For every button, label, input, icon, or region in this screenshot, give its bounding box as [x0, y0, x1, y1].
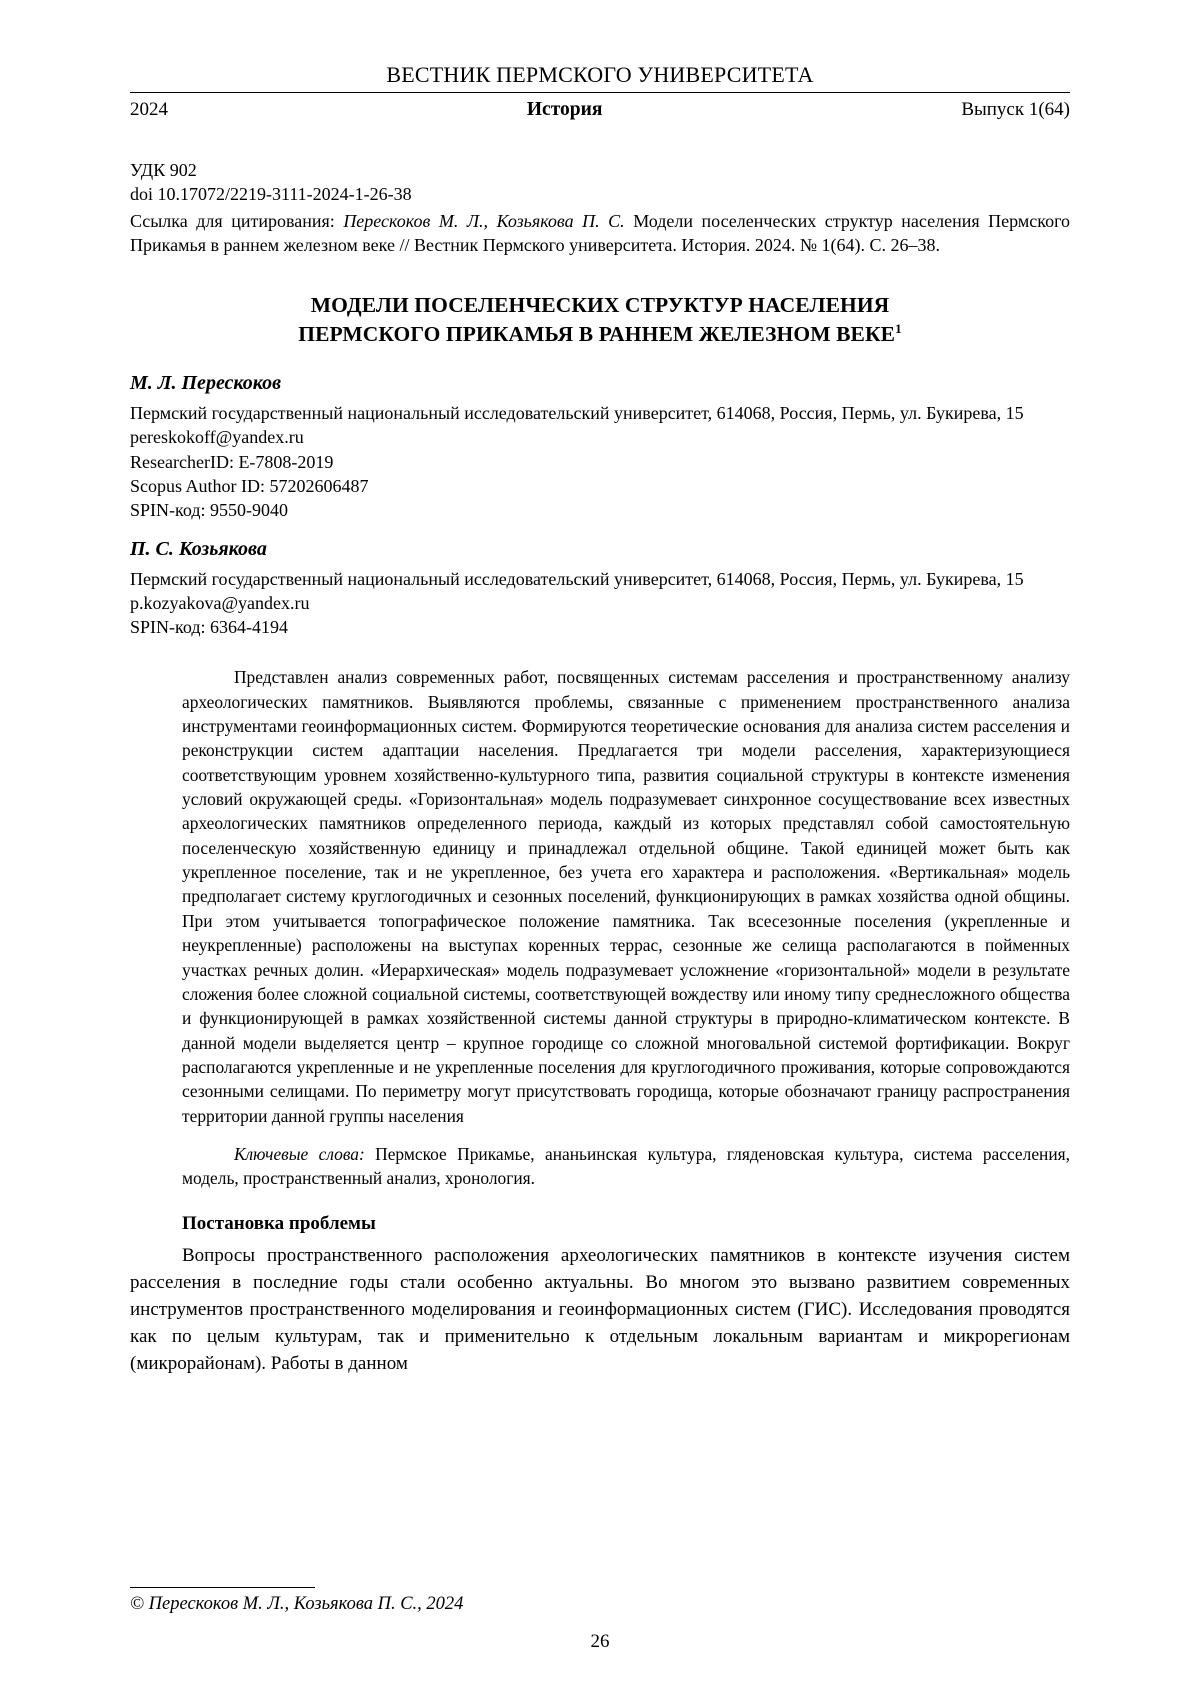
title-footnote-marker: 1: [895, 320, 902, 336]
page-number: 26: [590, 1631, 610, 1652]
page-footer: [130, 1561, 1070, 1653]
author-spin-code: SPIN-код: 6364-4194: [130, 617, 288, 638]
page-title: [158, 291, 1042, 348]
author-researcher-id: ResearcherID: E-7808-2019: [130, 451, 334, 472]
journal-title: ВЕСТНИК ПЕРМСКОГО УНИВЕРСИТЕТА: [386, 62, 814, 87]
header-issue: Выпуск 1(64): [961, 99, 1070, 120]
udk-line: УДК 902: [130, 160, 197, 180]
author-scopus-id: Scopus Author ID: 57202606487: [130, 475, 369, 496]
header-divider: [130, 92, 1070, 93]
author-name: М. Л. Перескоков: [130, 372, 282, 395]
header-section: История: [526, 99, 603, 120]
abstract: Представлен анализ современных работ, посвященных системам расселения и пространственному анализу археологических памятников. Выявляются проблемы, связанные с применением пространственного анализа инструментами геоинформационных систем. Формируются теоретические основания для анализа систем расселения и реконструкции систем адаптации населения. Предлагается три модели расселения, характеризующиеся соответствующим уровнем хозяйственно-культурного типа, развития социальной структуры в контексте изменения условий окружающей среды. «Горизонтальная» модель подразумевает синхронное сосуществование всех известных археологических памятников определенного периода, каждый из которых представлял собой самостоятельную поселенческую хозяйственную единицу и принадлежал отдельной общине. Такой единицей может быть как укрепленное поселение, так и не укрепленное, без учета его характера и расположения. «Вертикальная» модель предполагает систему круглогодичных и сезонных поселений, функционирующих в рамках хозяйства одной общины. При этом учитывается топографическое положение памятника. Так всесезонные поселения (укрепленные и неукрепленные) расположены на выступах коренных террас, сезонные же селища располагаются в пойменных участках речных долин. «Иерархическая» модель подразумевает усложнение «горизонтальной» модели в результате сложения более сложной социальной системы, соответствующей вождеству или иному типу среднесложного общества и функционирующей в рамках хозяйственной системы данной структуры в природно-климатическом контексте. В данной модели выделяется центр – крупное городище со сложной многовальной системой фортификации. Вокруг располагаются укрепленные и не укрепленные поселения для круглогодичного проживания, которые сопровождаются сезонными селищами. По периметру могут присутствовать городища, которые обозначают границу распространения территории данной группы населения: [182, 667, 1070, 1126]
citation-authors: Перескоков М. Л., Козьякова П. С.: [343, 210, 625, 231]
keywords-label: Ключевые слова:: [234, 1144, 365, 1165]
doi-line: doi 10.17072/2219-3111-2024-1-26-38: [130, 183, 412, 204]
article-title-line-1: МОДЕЛИ ПОСЕЛЕНЧЕСКИХ СТРУКТУР НАСЕЛЕНИЯ: [310, 293, 890, 318]
copyright-line: © Перескоков М. Л., Козьякова П. С., 2024: [130, 1594, 464, 1614]
citation-rest: Модели поселенческих структур населения Пермского Прикамья в раннем железном веке // Вестник Пермского университета. История. 2024. № 1(64). С. 26–38.: [130, 210, 1071, 255]
header-year: 2024: [130, 99, 168, 120]
author-email: p.kozyakova@yandex.ru: [130, 593, 310, 613]
citation-label: Ссылка для цитирования:: [130, 210, 344, 231]
keywords: [182, 1142, 1070, 1191]
author-affiliation: Пермский государственный национальный исследовательский университет, 614068, Россия, Пермь, ул. Букирева, 15: [130, 403, 1024, 424]
footnote-divider: [130, 1587, 315, 1588]
article-meta: [130, 159, 1070, 207]
article-title-line-2: ПЕРМСКОГО ПРИКАМЬЯ В РАННЕМ ЖЕЛЕЗНОМ ВЕКЕ: [298, 321, 896, 346]
author-affiliation: Пермский государственный национальный исследовательский университет, 614068, Россия, Пермь, ул. Букирева, 15: [130, 568, 1024, 589]
header-row: [130, 99, 1070, 121]
keywords-text: Пермское Прикамье, ананьинская культура, гляденовская культура, система расселения, модель, пространственный анализ, хронология.: [182, 1144, 1070, 1189]
author-block-1: [130, 372, 1070, 522]
body-paragraph: Вопросы пространственного расположения археологических памятников в контексте изучения систем расселения в последние годы стали особенно актуальны. Во многом это вызвано развитием современных инструментов пространственного моделирования и геоинформационных систем (ГИС). Исследования проводятся как по целым культурам, так и применительно к отдельным локальным вариантам и микрорегионам (микрорайонам). Работы в данном: [130, 1244, 1070, 1374]
citation-line: [130, 209, 1070, 258]
author-email: pereskokoff@yandex.ru: [130, 427, 304, 448]
author-details: [130, 425, 1070, 521]
author-name: П. С. Козьякова: [130, 537, 267, 560]
section-heading: Постановка проблемы: [182, 1212, 376, 1234]
author-spin-code: SPIN-код: 9550-9040: [130, 499, 288, 520]
author-block-2: [130, 538, 1070, 639]
author-details: [130, 591, 1070, 639]
